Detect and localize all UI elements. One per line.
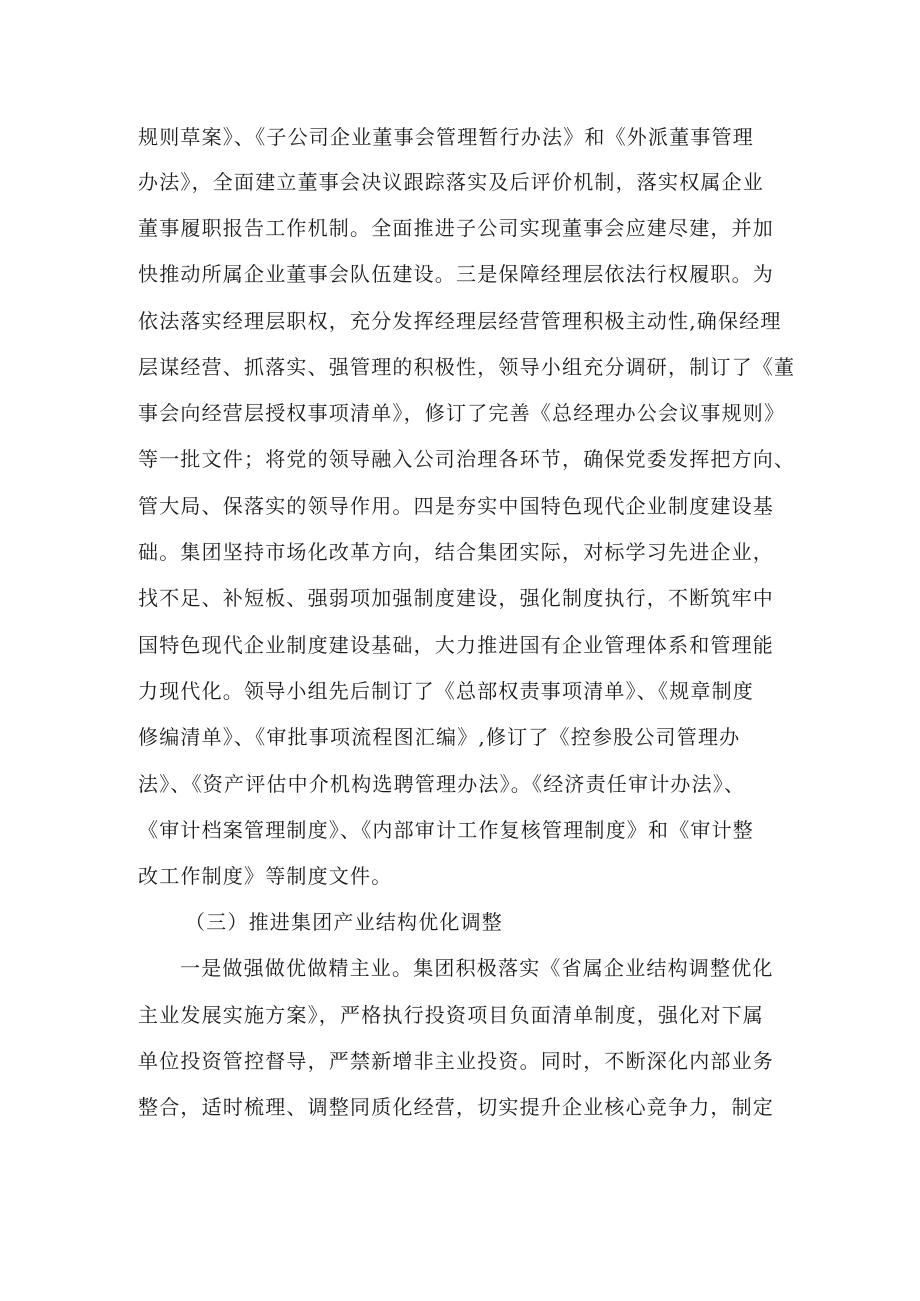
text-line: 改工作制度》等制度文件。	[138, 864, 393, 888]
text-line: 董事履职报告工作机制。全面推进子公司实现董事会应建尽建，并加	[138, 216, 774, 240]
text-line: 主业发展实施方案》，严格执行投资项目负面清单制度，强化对下属	[138, 1003, 764, 1027]
text-line: 法》、《资产评估中介机构选聘管理办法》。《经济责任审计办法》、	[138, 772, 746, 796]
text-line: 力现代化。领导小组先后制订了《总部权责事项清单》、《规章制度	[138, 679, 754, 703]
text-line: 础。集团坚持市场化改革方向，结合集团实际，对标学习先进企业，	[138, 540, 774, 564]
text-line: 《审计档案管理制度》、《内部审计工作复核管理制度》和《审计整	[138, 818, 754, 842]
text-line: 层谋经营、抓落实、强管理的积极性，领导小组充分调研，制订了《董	[138, 355, 796, 379]
text-line: 国特色现代企业制度建设基础，大力推进国有企业管理体系和管理能	[138, 633, 774, 657]
text-line: 依法落实经理层职权，充分发挥经理层经营管理积极主动性,确保经理	[138, 309, 782, 333]
text-line: 等一批文件；将党的领导融入公司治理各环节，确保党委发挥把方向、	[138, 447, 796, 471]
text-line: 事会向经营层授权事项清单》，修订了完善《总经理办公会议事规则》	[138, 401, 786, 425]
text-line: 一是做强做优做精主业。集团积极落实《省属企业结构调整优化	[180, 956, 774, 980]
text-line: 整合，适时梳理、调整同质化经营，切实提升企业核心竞争力，制定	[138, 1095, 774, 1119]
text-line: 单位投资管控督导，严禁新增非主业投资。同时，不断深化内部业务	[138, 1049, 774, 1073]
section-heading: （三）推进集团产业结构优化调整	[185, 910, 503, 934]
text-line: 办法》，全面建立董事会决议跟踪落实及后评价机制，落实权属企业	[138, 170, 764, 194]
text-line: 找不足、补短板、强弱项加强制度建设，强化制度执行，不断筑牢中	[138, 586, 774, 610]
text-line: 规则草案》、《子公司企业董事会管理暂行办法》和《外派董事管理	[138, 125, 754, 149]
text-line: 管大局、保落实的领导作用。四是夯实中国特色现代企业制度建设基	[138, 494, 774, 518]
text-line: 快推动所属企业董事会队伍建设。三是保障经理层依法行权履职。为	[138, 262, 774, 286]
text-line: 修编清单》、《审批事项流程图汇编》,修订了《控参股公司管理办	[138, 725, 741, 749]
